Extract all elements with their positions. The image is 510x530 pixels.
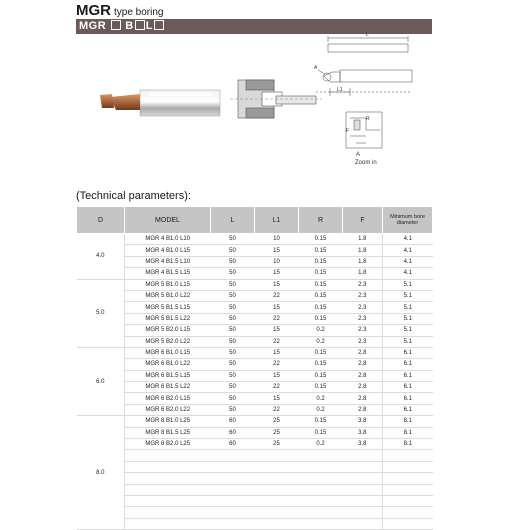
model-code-b: B xyxy=(125,20,134,32)
cell-model: MGR 5 B1.0 L22 xyxy=(125,290,211,301)
cell-f: 2.3 xyxy=(343,313,383,324)
table-row xyxy=(77,347,433,358)
cell-mb: 6.1 xyxy=(383,393,433,404)
cell-l: 50 xyxy=(211,256,255,267)
cell-l: 50 xyxy=(211,336,255,347)
cell-f xyxy=(343,518,383,529)
cell-model: MGR 5 B2.0 L22 xyxy=(125,336,211,347)
cell-l1: 25 xyxy=(255,427,299,438)
cell-r: 0.15 xyxy=(299,370,343,381)
cell-r: 0.15 xyxy=(299,245,343,256)
diameter-cell: 8.0 xyxy=(77,416,125,530)
cell-l1: 15 xyxy=(255,245,299,256)
cell-f: 2.3 xyxy=(343,325,383,336)
cell-f: 2.8 xyxy=(343,359,383,370)
cell-l1 xyxy=(255,484,299,495)
cell-l1 xyxy=(255,507,299,518)
cell-l1: 25 xyxy=(255,439,299,450)
cell-model: MGR 6 B1.5 L22 xyxy=(125,382,211,393)
model-code-prefix: MGR xyxy=(79,20,107,32)
cell-model xyxy=(125,473,211,484)
cell-l1: 22 xyxy=(255,404,299,415)
cell-l xyxy=(211,473,255,484)
cell-model: MGR 4 B1.5 L10 xyxy=(125,256,211,267)
cell-mb: 6.1 xyxy=(383,370,433,381)
cell-r: 0.15 xyxy=(299,279,343,290)
page-title: MGR xyxy=(76,2,111,19)
cell-r: 0.15 xyxy=(299,347,343,358)
cell-model: MGR 8 B1.5 L25 xyxy=(125,427,211,438)
cell-model: MGR 5 B1.5 L22 xyxy=(125,313,211,324)
cell-l: 50 xyxy=(211,347,255,358)
cell-f: 2.3 xyxy=(343,302,383,313)
table-row xyxy=(77,290,433,301)
cell-r: 0.15 xyxy=(299,427,343,438)
table-row xyxy=(77,359,433,370)
cell-mb: 6.1 xyxy=(383,347,433,358)
cell-l1: 10 xyxy=(255,256,299,267)
cell-l1: 15 xyxy=(255,393,299,404)
cell-model: MGR 6 B2.0 L15 xyxy=(125,393,211,404)
cell-mb xyxy=(383,450,433,461)
cell-model: MGR 4 B1.5 L15 xyxy=(125,268,211,279)
cell-model: MGR 6 B1.0 L15 xyxy=(125,347,211,358)
table-header-row xyxy=(77,207,433,234)
cell-f: 2.8 xyxy=(343,347,383,358)
cell-l xyxy=(211,507,255,518)
cell-f: 1.8 xyxy=(343,268,383,279)
cell-mb: 4.1 xyxy=(383,234,433,245)
cell-l1: 15 xyxy=(255,347,299,358)
cell-r: 0.15 xyxy=(299,268,343,279)
table-row xyxy=(77,325,433,336)
cell-f: 1.8 xyxy=(343,256,383,267)
cell-mb: 5.1 xyxy=(383,279,433,290)
table-row xyxy=(77,382,433,393)
cell-l: 50 xyxy=(211,245,255,256)
cell-f xyxy=(343,461,383,472)
cell-f: 2.8 xyxy=(343,404,383,415)
cell-l1: 22 xyxy=(255,359,299,370)
cell-mb xyxy=(383,473,433,484)
table-row xyxy=(77,256,433,267)
min-bore-line2: diameter xyxy=(396,220,419,226)
cell-r xyxy=(299,518,343,529)
cell-l: 60 xyxy=(211,439,255,450)
cell-mb: 5.1 xyxy=(383,325,433,336)
cell-l: 50 xyxy=(211,290,255,301)
cell-f: 1.8 xyxy=(343,245,383,256)
cell-mb: 5.1 xyxy=(383,290,433,301)
cell-l: 50 xyxy=(211,359,255,370)
cell-f xyxy=(343,473,383,484)
cell-model xyxy=(125,495,211,506)
cell-l: 50 xyxy=(211,313,255,324)
cell-mb: 6.1 xyxy=(383,404,433,415)
cell-l: 50 xyxy=(211,393,255,404)
table-row xyxy=(77,370,433,381)
table-row xyxy=(77,279,433,290)
table-body xyxy=(77,234,433,530)
cell-model xyxy=(125,518,211,529)
cell-mb: 4.1 xyxy=(383,256,433,267)
cell-model: MGR 8 B2.0 L25 xyxy=(125,439,211,450)
cell-f: 2.8 xyxy=(343,393,383,404)
cell-r xyxy=(299,495,343,506)
cell-l xyxy=(211,461,255,472)
cell-l1 xyxy=(255,518,299,529)
cell-l: 50 xyxy=(211,325,255,336)
cell-mb: 5.1 xyxy=(383,302,433,313)
label-A-top: A xyxy=(314,65,318,71)
cell-model: MGR 6 B2.0 L22 xyxy=(125,404,211,415)
cell-model: MGR 5 B1.5 L15 xyxy=(125,302,211,313)
cell-l1: 15 xyxy=(255,279,299,290)
cell-l1 xyxy=(255,461,299,472)
cell-r xyxy=(299,507,343,518)
cell-mb xyxy=(383,461,433,472)
cell-model: MGR 6 B1.5 L15 xyxy=(125,370,211,381)
cell-l1: 25 xyxy=(255,416,299,427)
cell-l: 60 xyxy=(211,416,255,427)
cell-l1: 15 xyxy=(255,268,299,279)
tool-holder-drawing xyxy=(230,80,322,118)
label-F: F xyxy=(346,128,350,134)
cell-l1: 22 xyxy=(255,336,299,347)
cell-r: 0.15 xyxy=(299,302,343,313)
cell-f xyxy=(343,450,383,461)
cell-l: 50 xyxy=(211,404,255,415)
cell-l: 50 xyxy=(211,234,255,245)
cell-f: 2.3 xyxy=(343,336,383,347)
cell-r xyxy=(299,461,343,472)
cell-l xyxy=(211,518,255,529)
cell-r: 0.15 xyxy=(299,256,343,267)
cell-l: 50 xyxy=(211,370,255,381)
cell-l: 50 xyxy=(211,279,255,290)
table-row xyxy=(77,245,433,256)
cell-model xyxy=(125,450,211,461)
cell-f xyxy=(343,507,383,518)
table-row xyxy=(77,313,433,324)
cell-mb: 4.1 xyxy=(383,245,433,256)
col-header-l: L xyxy=(211,207,255,234)
cell-r: 0.15 xyxy=(299,313,343,324)
cell-mb xyxy=(383,507,433,518)
table-row xyxy=(77,416,433,427)
cell-f: 2.8 xyxy=(343,370,383,381)
cell-f: 3.8 xyxy=(343,416,383,427)
cell-l1: 22 xyxy=(255,313,299,324)
cell-model xyxy=(125,461,211,472)
col-header-r: R xyxy=(299,207,343,234)
col-header-l1: L1 xyxy=(255,207,299,234)
label-A-zoom: A xyxy=(356,152,361,158)
col-header-d: D xyxy=(77,207,125,234)
cell-r: 0.15 xyxy=(299,234,343,245)
table-row xyxy=(77,393,433,404)
cell-l: 60 xyxy=(211,427,255,438)
cell-model: MGR 4 B1.0 L10 xyxy=(125,234,211,245)
cell-r: 0.2 xyxy=(299,336,343,347)
table-row xyxy=(77,404,433,415)
cell-l1 xyxy=(255,473,299,484)
cell-f: 2.3 xyxy=(343,279,383,290)
cell-l1: 15 xyxy=(255,302,299,313)
cell-l: 50 xyxy=(211,268,255,279)
cell-model: MGR 6 B1.0 L22 xyxy=(125,359,211,370)
col-header-min-bore xyxy=(383,207,433,234)
col-header-f: F xyxy=(343,207,383,234)
model-code-l: L xyxy=(145,20,153,32)
cell-f xyxy=(343,495,383,506)
min-bore-line1: Minimum bore xyxy=(390,214,425,220)
cell-l1 xyxy=(255,450,299,461)
cell-f xyxy=(343,484,383,495)
cell-model: MGR 8 B1.0 L25 xyxy=(125,416,211,427)
cell-f: 1.8 xyxy=(343,234,383,245)
cell-model xyxy=(125,507,211,518)
cell-l xyxy=(211,484,255,495)
cell-l1: 22 xyxy=(255,290,299,301)
zoom-in-label: Zoom in xyxy=(355,160,377,166)
label-L1: L1 xyxy=(337,87,343,93)
technical-parameters-table xyxy=(76,206,433,530)
cell-model: MGR 5 B1.0 L15 xyxy=(125,279,211,290)
cell-l1 xyxy=(255,495,299,506)
diameter-cell: 6.0 xyxy=(77,347,125,415)
table-row xyxy=(77,336,433,347)
cell-l: 50 xyxy=(211,302,255,313)
cell-mb: 8.1 xyxy=(383,416,433,427)
cell-l xyxy=(211,450,255,461)
label-R: R xyxy=(366,116,370,122)
diameter-cell: 5.0 xyxy=(77,279,125,347)
cell-r: 0.15 xyxy=(299,382,343,393)
table-row xyxy=(77,495,433,506)
cell-l xyxy=(211,495,255,506)
cell-r: 0.2 xyxy=(299,393,343,404)
cell-mb: 5.1 xyxy=(383,313,433,324)
cell-r: 0.15 xyxy=(299,359,343,370)
table-row xyxy=(77,507,433,518)
table-row xyxy=(77,234,433,245)
cell-mb: 6.1 xyxy=(383,359,433,370)
tool-illustration xyxy=(0,0,510,180)
page-subtitle: type boring xyxy=(114,7,164,18)
cell-mb xyxy=(383,495,433,506)
cell-mb: 6.1 xyxy=(383,382,433,393)
table-row xyxy=(77,473,433,484)
cell-r xyxy=(299,450,343,461)
cell-r: 0.15 xyxy=(299,416,343,427)
cell-l1: 15 xyxy=(255,370,299,381)
cell-r: 0.2 xyxy=(299,439,343,450)
table-row xyxy=(77,268,433,279)
label-L: L xyxy=(366,32,369,38)
table-row xyxy=(77,427,433,438)
cell-r xyxy=(299,473,343,484)
table-row xyxy=(77,518,433,529)
cell-mb xyxy=(383,518,433,529)
cell-model: MGR 5 B2.0 L15 xyxy=(125,325,211,336)
cell-f: 3.8 xyxy=(343,439,383,450)
tool-technical-drawing xyxy=(316,36,412,96)
table-row xyxy=(77,461,433,472)
cell-f: 2.8 xyxy=(343,382,383,393)
cell-mb: 8.1 xyxy=(383,439,433,450)
cell-mb: 5.1 xyxy=(383,336,433,347)
cell-l1: 22 xyxy=(255,382,299,393)
cell-f: 3.8 xyxy=(343,427,383,438)
cell-model: MGR 4 B1.0 L15 xyxy=(125,245,211,256)
cell-f: 2.3 xyxy=(343,290,383,301)
technical-parameters-title: (Technical parameters): xyxy=(76,190,191,202)
cell-r: 0.15 xyxy=(299,290,343,301)
cell-r: 0.2 xyxy=(299,404,343,415)
diameter-cell: 4.0 xyxy=(77,234,125,280)
table-row xyxy=(77,484,433,495)
table-row xyxy=(77,439,433,450)
table-row xyxy=(77,302,433,313)
col-header-model: MODEL xyxy=(125,207,211,234)
cell-r: 0.2 xyxy=(299,325,343,336)
cell-l1: 10 xyxy=(255,234,299,245)
cell-r xyxy=(299,484,343,495)
cell-mb xyxy=(383,484,433,495)
cell-mb: 4.1 xyxy=(383,268,433,279)
cell-l1: 15 xyxy=(255,325,299,336)
zoom-detail-drawing xyxy=(346,112,382,148)
cell-mb: 8.1 xyxy=(383,427,433,438)
table-row xyxy=(77,450,433,461)
cell-l: 50 xyxy=(211,382,255,393)
cell-model xyxy=(125,484,211,495)
tool-photo xyxy=(100,90,220,116)
